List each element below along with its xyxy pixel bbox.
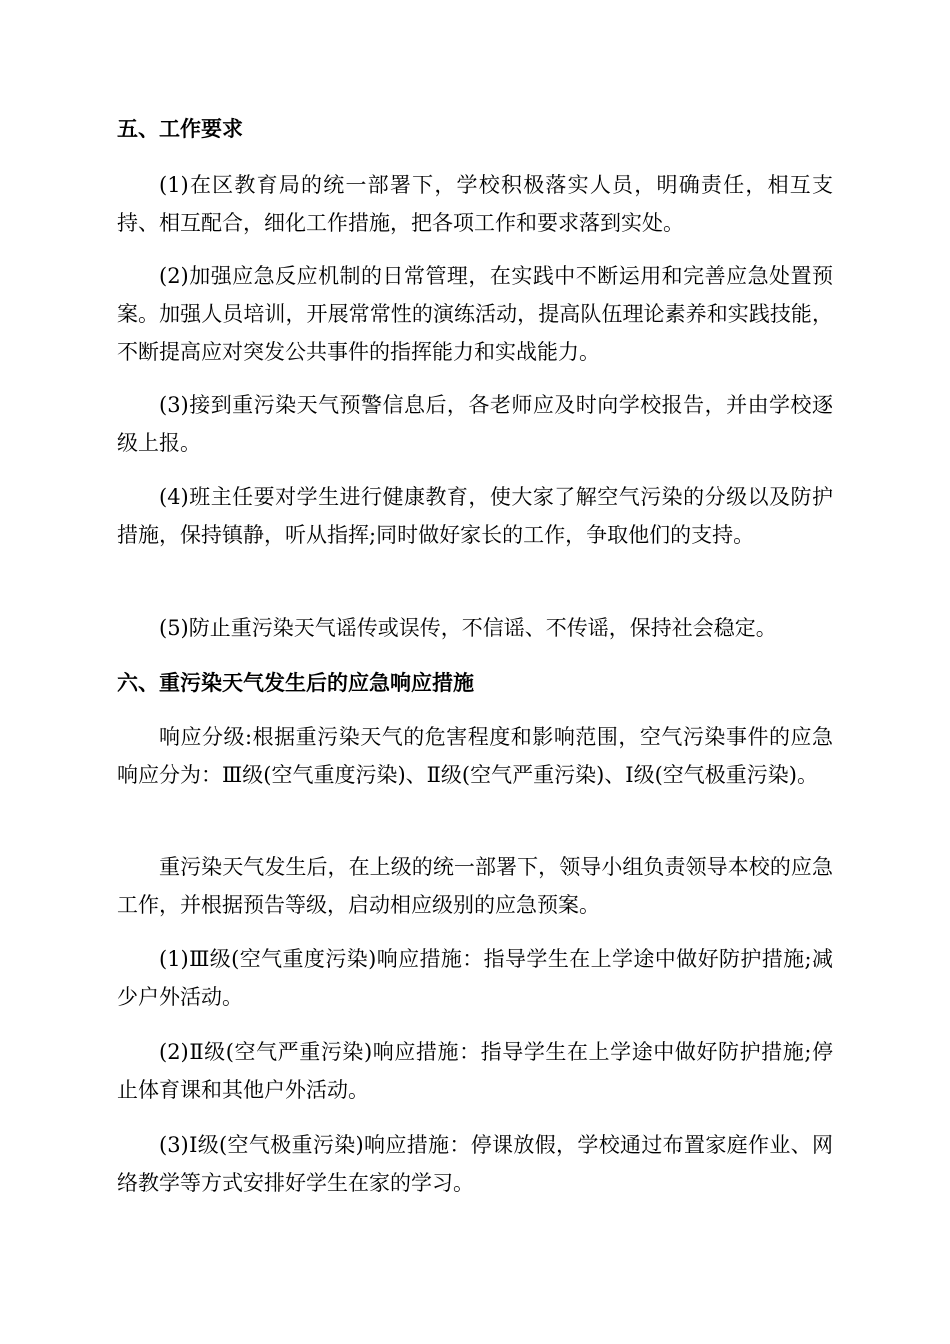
section-5-item-5: (5)防止重污染天气谣传或误传，不信谣、不传谣，保持社会稳定。	[159, 616, 777, 640]
response-levels-paragraph: 响应分级:根据重污染天气的危害程度和影响范围，空气污染事件的应急响应分为：Ⅲ级(空气重度污染)、Ⅱ级(空气严重污染)、Ⅰ级(空气极重污染)。	[117, 725, 833, 787]
level-3-measures: (1)Ⅲ级(空气重度污染)响应措施：指导学生在上学途中做好防护措施;减少户外活动。	[117, 947, 833, 1009]
level-1-measures: (3)Ⅰ级(空气极重污染)响应措施：停课放假，学校通过布置家庭作业、网络教学等方式安排好学生在家的学习。	[117, 1133, 833, 1195]
section-6-heading: 六、重污染天气发生后的应急响应措施	[117, 671, 474, 695]
section-5-item-2: (2)加强应急反应机制的日常管理，在实践中不断运用和完善应急处置预案。加强人员培训，开展常常性的演练活动，提高队伍理论素养和实践技能，不断提高应对突发公共事件的指挥能力和实战能力。	[117, 264, 833, 364]
leadership-paragraph: 重污染天气发生后，在上级的统一部署下，领导小组负责领导本校的应急工作，并根据预告等级，启动相应级别的应急预案。	[117, 855, 833, 917]
section-5-item-1: (1)在区教育局的统一部署下，学校积极落实人员，明确责任，相互支持、相互配合，细化工作措施，把各项工作和要求落到实处。	[117, 173, 833, 235]
section-5-heading: 五、工作要求	[117, 117, 243, 141]
section-5-item-4: (4)班主任要对学生进行健康教育，使大家了解空气污染的分级以及防护措施，保持镇静，听从指挥;同时做好家长的工作，争取他们的支持。	[117, 485, 833, 547]
level-2-measures: (2)Ⅱ级(空气严重污染)响应措施：指导学生在上学途中做好防护措施;停止体育课和其他户外活动。	[117, 1040, 833, 1102]
section-5-item-3: (3)接到重污染天气预警信息后，各老师应及时向学校报告，并由学校逐级上报。	[117, 393, 833, 455]
